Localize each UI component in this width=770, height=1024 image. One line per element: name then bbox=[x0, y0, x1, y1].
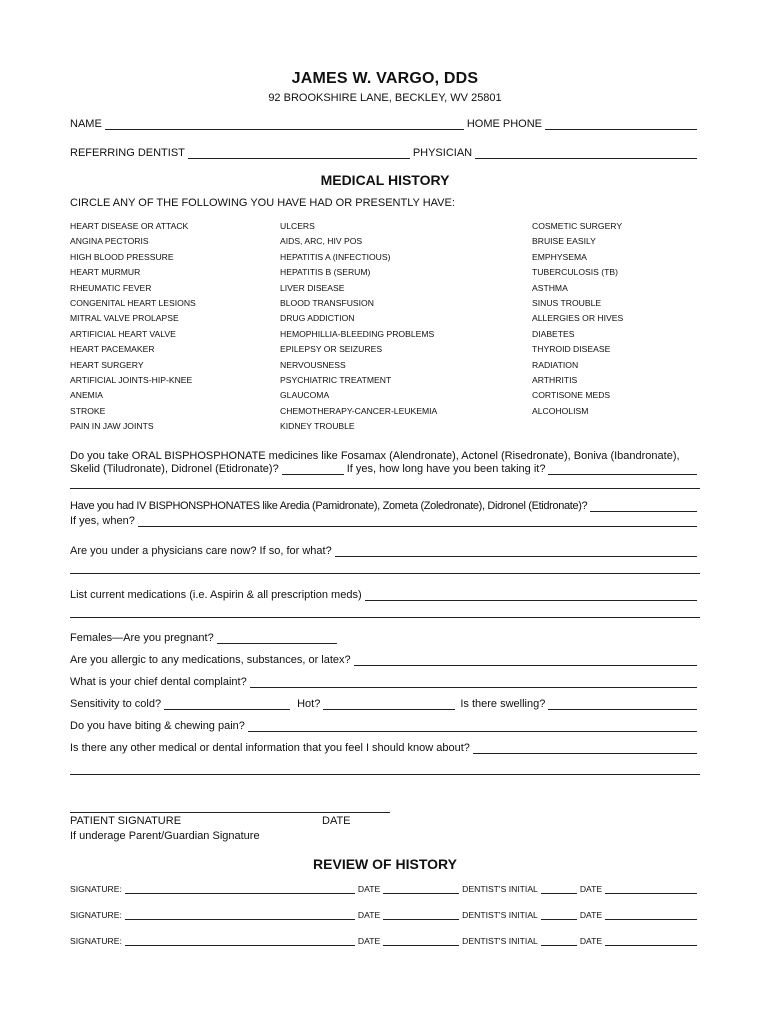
condition-option[interactable]: RADIATION bbox=[532, 359, 579, 370]
condition-option[interactable]: COSMETIC SURGERY bbox=[532, 221, 623, 231]
review-dentist-initial-field[interactable] bbox=[541, 886, 577, 894]
condition-option[interactable]: HIGH BLOOD PRESSURE bbox=[70, 251, 174, 262]
how-long-field[interactable] bbox=[548, 465, 697, 475]
medications-label: List current medications (i.e. Aspirin & all prescription meds) bbox=[70, 589, 362, 601]
name-row bbox=[70, 118, 700, 130]
medications-extra-line[interactable] bbox=[70, 616, 700, 618]
review-dentist-initial-label: DENTIST'S INITIAL bbox=[462, 910, 538, 920]
referring-dentist-field[interactable] bbox=[188, 149, 410, 159]
review-date-label-2: DATE bbox=[579, 884, 603, 894]
condition-option[interactable]: BLOOD TRANSFUSION bbox=[280, 298, 374, 308]
condition-option[interactable]: NERVOUSNESS bbox=[280, 359, 346, 370]
medical-history-heading: MEDICAL HISTORY bbox=[320, 172, 450, 188]
review-row bbox=[70, 884, 700, 894]
swelling-label: Is there swelling? bbox=[460, 698, 546, 710]
pregnant-field[interactable] bbox=[217, 634, 337, 644]
name-field[interactable] bbox=[105, 120, 464, 130]
condition-option[interactable]: HEART SURGERY bbox=[70, 359, 144, 370]
chief-complaint-row bbox=[70, 676, 700, 688]
condition-option[interactable]: ASTHMA bbox=[532, 282, 568, 293]
condition-option[interactable]: ARTHRITIS bbox=[532, 375, 578, 385]
sensitivity-cold-label: Sensitivity to cold? bbox=[70, 698, 162, 710]
condition-option[interactable]: GLAUCOMA bbox=[280, 390, 330, 401]
condition-option[interactable]: ULCERS bbox=[280, 221, 315, 231]
swelling-field[interactable] bbox=[548, 700, 697, 710]
condition-option[interactable]: DRUG ADDICTION bbox=[280, 313, 355, 324]
condition-option[interactable]: ARTIFICIAL HEART VALVE bbox=[70, 328, 176, 339]
signature-date-label: DATE bbox=[322, 815, 351, 827]
condition-option[interactable]: CONGENITAL HEART LESIONS bbox=[70, 298, 196, 308]
home-phone-label: HOME PHONE bbox=[466, 118, 542, 130]
condition-option[interactable]: CORTISONE MEDS bbox=[532, 390, 611, 401]
review-dentist-initial-field[interactable] bbox=[541, 912, 577, 920]
guardian-signature-label: If underage Parent/Guardian Signature bbox=[70, 830, 260, 842]
condition-option[interactable]: EMPHYSEMA bbox=[532, 251, 587, 262]
chief-complaint-field[interactable] bbox=[250, 678, 697, 688]
review-signature-field[interactable] bbox=[125, 912, 355, 920]
condition-option[interactable]: THYROID DISEASE bbox=[532, 344, 611, 355]
review-signature-label: SIGNATURE: bbox=[70, 910, 122, 920]
condition-option[interactable]: DIABETES bbox=[532, 328, 575, 339]
medications-row bbox=[70, 589, 700, 601]
patient-signature-line[interactable] bbox=[70, 812, 390, 813]
office-address: 92 BROOKSHIRE LANE, BECKLEY, WV 25801 bbox=[268, 92, 502, 104]
review-date-field-2[interactable] bbox=[605, 912, 697, 920]
condition-option[interactable]: SINUS TROUBLE bbox=[532, 298, 602, 308]
physician-care-extra-line[interactable] bbox=[70, 572, 700, 574]
review-date-label-2: DATE bbox=[579, 910, 603, 920]
oral-bisphosphonate-row bbox=[70, 463, 700, 475]
condition-option[interactable]: EPILEPSY OR SEIZURES bbox=[280, 344, 383, 355]
condition-option[interactable]: TUBERCULOSIS (TB) bbox=[532, 267, 618, 278]
review-date-label: DATE bbox=[357, 936, 381, 946]
condition-option[interactable]: HEPATITIS A (INFECTIOUS) bbox=[280, 251, 391, 262]
biting-label: Do you have biting & chewing pain? bbox=[70, 720, 245, 732]
review-dentist-initial-label: DENTIST'S INITIAL bbox=[462, 936, 538, 946]
review-date-field[interactable] bbox=[383, 886, 459, 894]
condition-option[interactable]: HEPATITIS B (SERUM) bbox=[280, 267, 371, 278]
review-signature-field[interactable] bbox=[125, 886, 355, 894]
iv-when-label: If yes, when? bbox=[70, 515, 135, 527]
biting-row bbox=[70, 720, 700, 732]
allergic-label: Are you allergic to any medications, substances, or latex? bbox=[70, 654, 351, 666]
iv-bisphosphonate-answer[interactable] bbox=[590, 502, 697, 512]
allergic-field[interactable] bbox=[354, 656, 697, 666]
iv-when-field[interactable] bbox=[138, 517, 697, 527]
review-row bbox=[70, 910, 700, 920]
physician-label: PHYSICIAN bbox=[412, 147, 473, 159]
physician-field[interactable] bbox=[475, 149, 697, 159]
other-info-row bbox=[70, 742, 700, 754]
patient-signature-label: PATIENT SIGNATURE bbox=[70, 815, 182, 827]
hot-field[interactable] bbox=[323, 700, 455, 710]
circle-instruction: CIRCLE ANY OF THE FOLLOWING YOU HAVE HAD OR PRESENTLY HAVE: bbox=[70, 197, 455, 209]
iv-bisphosphonate-row bbox=[70, 500, 700, 512]
oral-bisphosphonate-question-2: Skelid (Tiludronate), Didronel (Etidronate)? bbox=[70, 463, 279, 475]
iv-when-row bbox=[70, 515, 700, 527]
condition-option[interactable]: ARTIFICIAL JOINTS-HIP-KNEE bbox=[70, 375, 193, 385]
referral-row bbox=[70, 147, 700, 159]
oral-bisphosphonate-extra-line[interactable] bbox=[70, 487, 700, 489]
other-info-field[interactable] bbox=[473, 744, 697, 754]
other-info-label: Is there any other medical or dental information that you feel I should know about? bbox=[70, 742, 470, 754]
review-heading: REVIEW OF HISTORY bbox=[313, 856, 457, 872]
review-dentist-initial-field[interactable] bbox=[541, 938, 577, 946]
condition-option[interactable]: AIDS, ARC, HIV POS bbox=[280, 236, 363, 247]
allergic-row bbox=[70, 654, 700, 666]
name-label: NAME bbox=[70, 118, 102, 130]
condition-option[interactable]: ANEMIA bbox=[70, 390, 103, 401]
how-long-label: If yes, how long have you been taking it? bbox=[346, 463, 546, 475]
condition-option[interactable]: STROKE bbox=[70, 405, 106, 416]
biting-field[interactable] bbox=[248, 722, 697, 732]
condition-option[interactable]: RHEUMATIC FEVER bbox=[70, 282, 152, 293]
condition-option[interactable]: MITRAL VALVE PROLAPSE bbox=[70, 313, 179, 324]
review-date-field-2[interactable] bbox=[605, 886, 697, 894]
oral-bisphosphonate-question: Do you take ORAL BISPHOSPHONATE medicines like Fosamax (Alendronate), Actonel (Risedronate), Boniva (Ibandronate), bbox=[70, 450, 680, 462]
other-info-extra-line[interactable] bbox=[70, 773, 700, 775]
review-dentist-initial-label: DENTIST'S INITIAL bbox=[462, 884, 538, 894]
condition-option[interactable]: HEART DISEASE OR ATTACK bbox=[70, 221, 189, 231]
review-signature-label: SIGNATURE: bbox=[70, 936, 122, 946]
review-row bbox=[70, 936, 700, 946]
hot-label: Hot? bbox=[297, 698, 321, 710]
review-date-field[interactable] bbox=[383, 912, 459, 920]
condition-option[interactable]: ALCOHOLISM bbox=[532, 405, 589, 416]
condition-option[interactable]: HEMOPHILLIA-BLEEDING PROBLEMS bbox=[280, 328, 435, 339]
medications-field[interactable] bbox=[365, 591, 697, 601]
review-date-label-2: DATE bbox=[579, 936, 603, 946]
condition-option[interactable]: CHEMOTHERAPY-CANCER-LEUKEMIA bbox=[280, 405, 438, 416]
condition-option[interactable]: BRUISE EASILY bbox=[532, 236, 596, 247]
review-date-label: DATE bbox=[357, 884, 381, 894]
review-signature-label: SIGNATURE: bbox=[70, 884, 122, 894]
condition-option[interactable]: PAIN IN JAW JOINTS bbox=[70, 421, 154, 432]
review-date-field-2[interactable] bbox=[605, 938, 697, 946]
condition-option[interactable]: ANGINA PECTORIS bbox=[70, 236, 149, 247]
physician-care-label: Are you under a physicians care now? If so, for what? bbox=[70, 545, 332, 557]
condition-option[interactable]: ALLERGIES OR HIVES bbox=[532, 313, 624, 324]
physician-care-field[interactable] bbox=[335, 547, 697, 557]
iv-bisphosphonate-question: Have you had IV BISPHONSPHONATES like Aredia (Pamidronate), Zometa (Zoledronate), Didronel (Etidronate)? bbox=[70, 500, 588, 512]
page-title: JAMES W. VARGO, DDS bbox=[291, 70, 479, 87]
sensitivity-cold-field[interactable] bbox=[164, 700, 290, 710]
review-date-label: DATE bbox=[357, 910, 381, 920]
sensitivity-row bbox=[70, 698, 700, 710]
condition-option[interactable]: KIDNEY TROUBLE bbox=[280, 421, 355, 432]
review-date-field[interactable] bbox=[383, 938, 459, 946]
oral-bisphosphonate-answer[interactable] bbox=[282, 465, 344, 475]
chief-complaint-label: What is your chief dental complaint? bbox=[70, 676, 247, 688]
condition-option[interactable]: HEART MURMUR bbox=[70, 267, 141, 278]
review-signature-field[interactable] bbox=[125, 938, 355, 946]
home-phone-field[interactable] bbox=[545, 120, 697, 130]
condition-option[interactable]: PSYCHIATRIC TREATMENT bbox=[280, 375, 392, 385]
condition-option[interactable]: LIVER DISEASE bbox=[280, 282, 345, 293]
condition-option[interactable]: HEART PACEMAKER bbox=[70, 344, 155, 355]
referring-dentist-label: REFERRING DENTIST bbox=[70, 147, 185, 159]
pregnant-label: Females—Are you pregnant? bbox=[70, 632, 214, 644]
pregnant-row bbox=[70, 632, 700, 644]
physician-care-row bbox=[70, 545, 700, 557]
